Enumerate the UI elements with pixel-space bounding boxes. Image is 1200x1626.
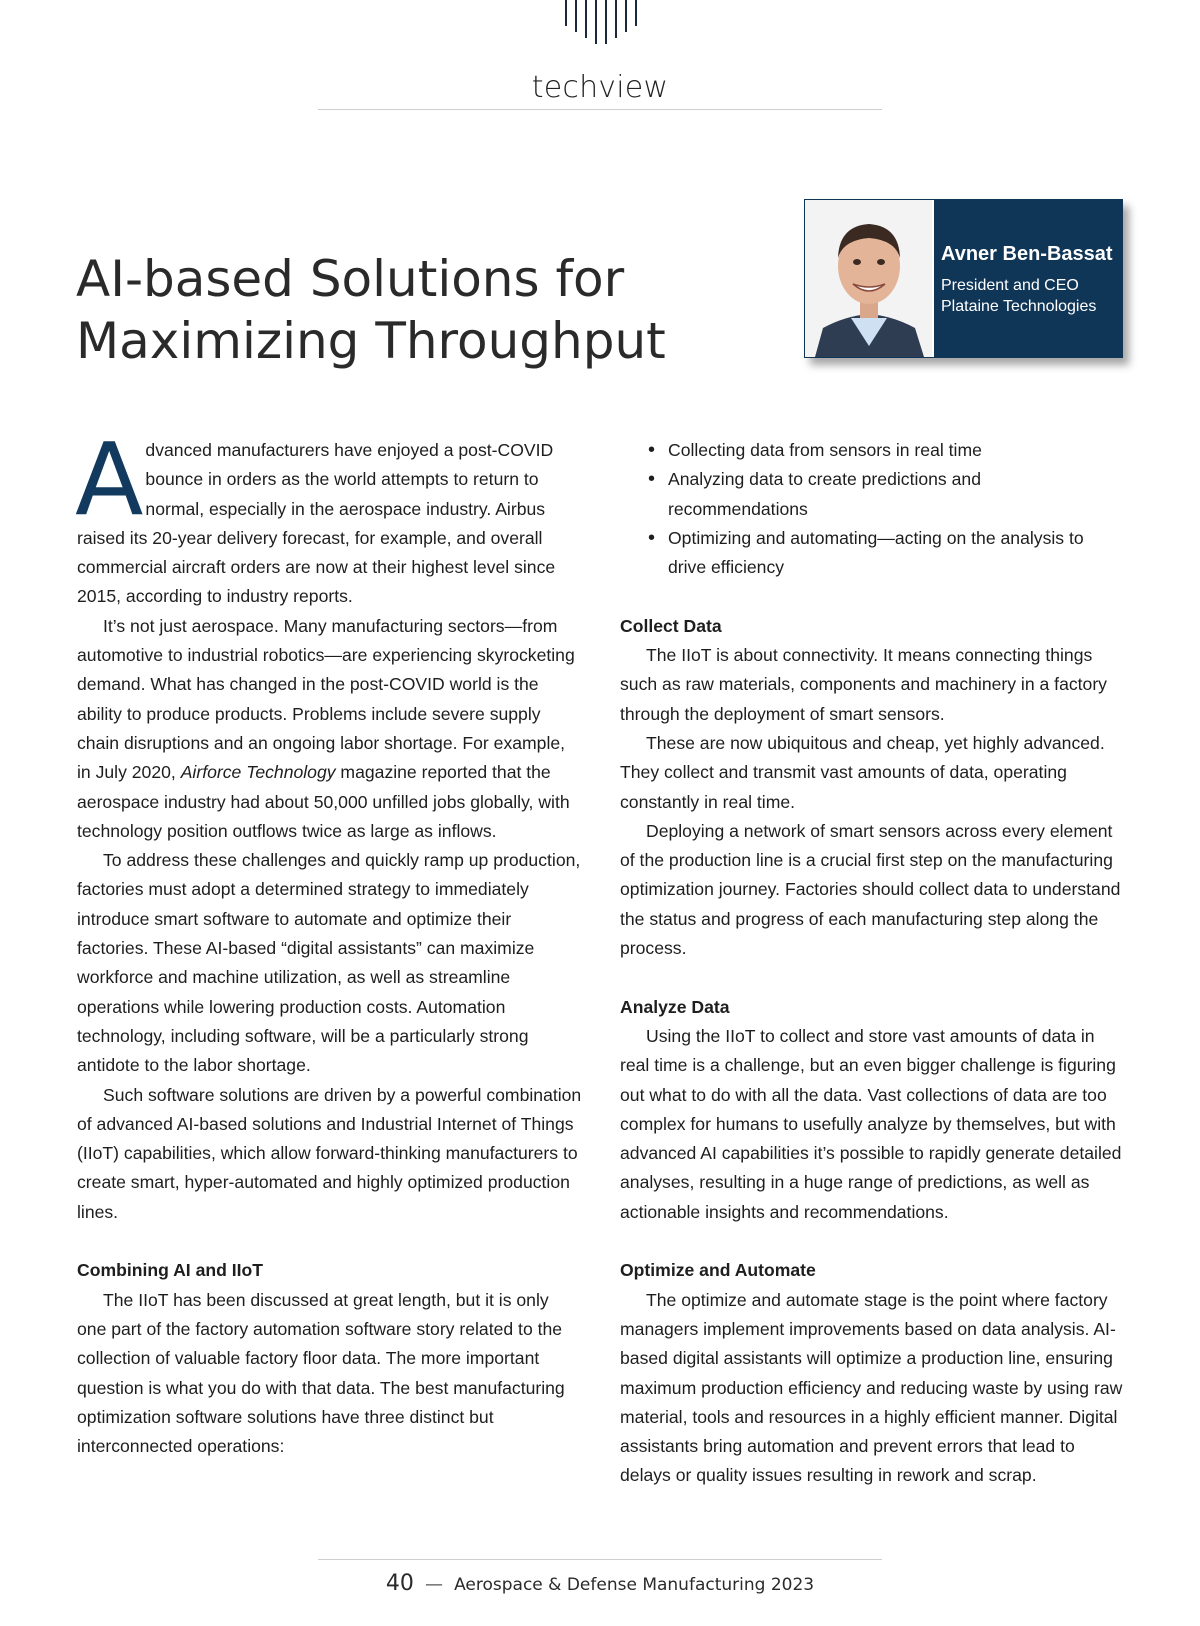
right-column (620, 436, 1125, 1491)
paragraph-software-solutions: Such software solutions are driven by a powerful combination of advanced AI-based solutions and Industrial Internet of Things (IIoT) capabilities, which allow forward-thinking manufacturers to create smart, hyper-automated and highly optimized production lines. (77, 1084, 582, 1222)
author-name: Avner Ben-Bassat (941, 243, 1113, 265)
paragraph-optimize: The optimize and automate stage is the point where factory managers implement improvements based on data analysis. AI-based digital assistants will optimize a production line, ensuring maximum production efficiency and reducing waste by using raw material, tools and resources in a highly efficient manner. Digital assistants bring automation and prevent errors that lead to delays or quality issues resulting in rework and scrap. (620, 1289, 1123, 1486)
publication-name: Aerospace & Defense Manufacturing 2023 (454, 1575, 815, 1595)
page-footer (0, 1571, 1200, 1596)
paragraph-not-just-aerospace (77, 612, 582, 846)
article-headline (76, 248, 716, 372)
subhead-combining-ai-iiot: Combining AI and IIoT (77, 1260, 264, 1281)
author-company: Plataine Technologies (941, 298, 1097, 315)
list-item: • Collecting data from sensors in real time (620, 436, 1125, 465)
subhead-analyze-data: Analyze Data (620, 996, 730, 1017)
paragraph-connectivity: The IIoT is about connectivity. It means connecting things such as raw materials, components and machinery in a factory through the deployment of smart sensors. (620, 645, 1107, 724)
author-portrait-illustration (805, 200, 934, 357)
paragraph-iiot-discussed: The IIoT has been discussed at great length, but it is only one part of the factory automation software story related to the collection of valuable factory floor data. The more important question is what you do with that data. The best manufacturing optimization software solutions have three distinct but interconnected operations: (77, 1289, 565, 1457)
header-divider (318, 109, 882, 110)
headline-line-2: Maximizing Throughput (76, 312, 666, 370)
list-item: • Optimizing and automating—acting on the analysis to drive efficiency (620, 524, 1125, 583)
paragraph-address-challenges: To address these challenges and quickly ramp up production, factories must adopt a determined strategy to immediately introduce smart software to automate and optimize their factories. These AI-based “digital assistants” can maximize workforce and machine utilization, as well as streamline operations while lowering production costs. Automation technology, including software, will be a particularly strong antidote to the labor shortage. (77, 850, 581, 1076)
author-role (941, 275, 1096, 317)
left-column (75, 421, 582, 1461)
drop-cap: A (75, 421, 144, 538)
footer-separator: — (425, 1574, 443, 1595)
operations-list (620, 436, 1125, 582)
page-number: 40 (385, 1571, 414, 1596)
author-card (804, 199, 1123, 358)
author-title: President and CEO (941, 277, 1079, 294)
p2-text-b: magazine reported that the aerospace industry had about 50,000 unfilled jobs globally, with technology position outflows twice as large as inflows. (77, 762, 570, 841)
paragraph-intro: dvanced manufacturers have enjoyed a post-COVID bounce in orders as the world attempts to return to normal, especially in the aerospace industry. Airbus raised its 20-year delivery forecast, for example, and overall commercial aircraft orders are now at their highest level since 2015, according to industry reports. (77, 440, 556, 607)
footer-divider (318, 1559, 882, 1560)
p2-text-a: It’s not just aerospace. Many manufacturing sectors—from automotive to industrial robotics—are experiencing skyrocketing demand. What has changed in the post-COVID world is the ability to produce products. Problems include severe supply chain disruptions and an ongoing labor shortage. For example, in July 2020, (77, 615, 575, 783)
list-item: • Analyzing data to create predictions and recommendations (620, 465, 1125, 524)
subhead-collect-data: Collect Data (620, 615, 722, 636)
headline-line-1: AI-based Solutions for (76, 250, 625, 308)
subhead-optimize-automate: Optimize and Automate (620, 1260, 816, 1281)
paragraph-analyze: Using the IIoT to collect and store vast amounts of data in real time is a challenge, but an even bigger challenge is figuring out what to do with all the data. Vast collections of data are too complex for humans to usefully analyze by themselves, but with advanced AI capabilities it’s possible to rapidly generate detailed analyses, resulting in a huge range of predictions, as well as actionable insights and recommendations. (620, 1025, 1122, 1222)
paragraph-sensors-cheap: These are now ubiquitous and cheap, yet highly advanced. They collect and transmit vast amounts of data, operating constantly in real time. (620, 732, 1105, 812)
section-label: techview (531, 70, 669, 105)
p2-magazine-title: Airforce Technology (180, 762, 336, 783)
author-photo (805, 200, 934, 357)
paragraph-deploying-network: Deploying a network of smart sensors across every element of the production line is a crucial first step on the manufacturing optimization journey. Factories should collect data to understand the status and progress of each manufacturing step along the process. (620, 820, 1121, 959)
decorative-header-lines (563, 0, 641, 46)
